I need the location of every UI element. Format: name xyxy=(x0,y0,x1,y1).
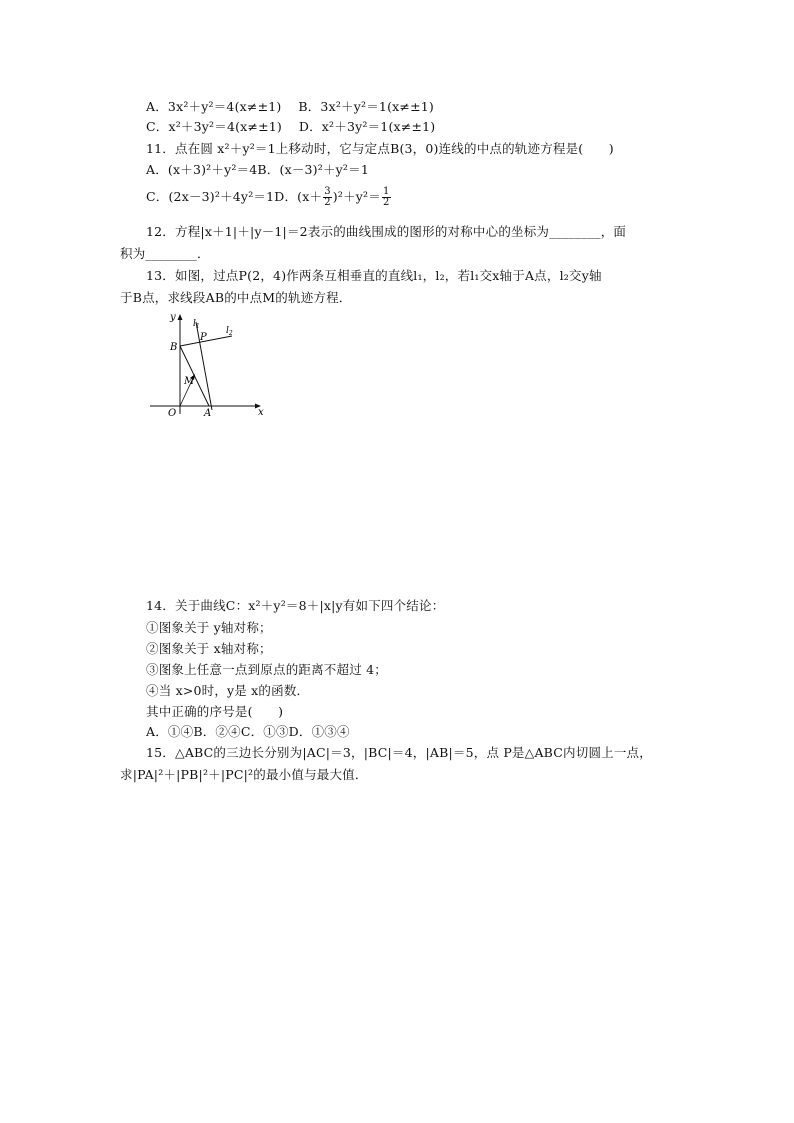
q11-options-ab: A．(x＋3)²＋y²＝4B．(x－3)²＋y²＝1 xyxy=(146,162,369,177)
label-l2-sub: 2 xyxy=(228,330,233,337)
frac-den: 2 xyxy=(382,197,390,208)
label-b: B xyxy=(170,342,178,353)
q11-c-mid: )²＋y²＝ xyxy=(332,189,381,204)
q13-figure xyxy=(148,310,278,420)
label-l1 xyxy=(193,319,200,330)
q14-conclusion-3: ③图象上任意一点到原点的距离不超过 4； xyxy=(146,662,387,677)
label-x: x xyxy=(258,407,264,418)
q13-line2: 于B点，求线段AB的中点M的轨迹方程． xyxy=(120,290,352,305)
label-l2-main: l xyxy=(226,326,229,336)
q14-options: A．①④B．②④C．①③D．①③④ xyxy=(146,724,350,739)
label-l1-main: l xyxy=(193,319,196,329)
label-y: y xyxy=(170,312,176,323)
label-p: P xyxy=(200,332,207,343)
q14-conclusion-4: ④当 x>0时，y是 x的函数． xyxy=(146,683,310,698)
fraction-one-half xyxy=(382,187,391,208)
label-o: O xyxy=(168,408,177,419)
q10-options-cd: C．x²＋3y²＝4(x≠±1) D．x²＋3y²＝1(x≠±1) xyxy=(146,119,436,134)
frac-num: 1 xyxy=(382,186,390,197)
frac-den: 2 xyxy=(324,197,331,208)
q15-line2: 求|PA|²＋|PB|²＋|PC|²的最小值与最大值． xyxy=(120,767,368,782)
q14-stem: 14．关于曲线C：x²＋y²＝8＋|x|y有如下四个结论： xyxy=(146,598,445,613)
q14-conclusion-2: ②图象关于 x轴对称； xyxy=(146,641,272,656)
q12-line1: 12．方程|x＋1|＋|y－1|＝2表示的曲线围成的图形的对称中心的坐标为________，面 xyxy=(146,224,627,239)
q11-stem: 11．点在圆 x²＋y²＝1上移动时，它与定点B(3，0)连线的中点的轨迹方程是( ) xyxy=(146,141,614,156)
q11-options-cd xyxy=(146,187,392,208)
label-l2 xyxy=(226,326,233,337)
label-a: A xyxy=(204,408,212,419)
label-l1-sub: 1 xyxy=(195,323,200,330)
label-m: M xyxy=(184,376,195,387)
frac-num: 3 xyxy=(324,186,331,197)
q14-ask: 其中正确的序号是( ) xyxy=(146,704,284,719)
q10-options-ab: A．3x²＋y²＝4(x≠±1) B．3x²＋y²＝1(x≠±1) xyxy=(146,99,434,114)
q11-c-prefix: C．(2x－3)²＋4y²＝1D．(x＋ xyxy=(146,189,323,204)
q14-conclusion-1: ①图象关于 y轴对称； xyxy=(146,620,272,635)
y-axis-arrow xyxy=(178,314,183,320)
q12-line2: 积为________． xyxy=(120,246,210,261)
q15-line1: 15．△ABC的三边长分别为|AC|＝3，|BC|＝4，|AB|＝5，点 P是△ABC内切圆上一点， xyxy=(146,745,652,760)
fraction-three-halves xyxy=(323,187,332,208)
q13-line1: 13．如图，过点P(2，4)作两条互相垂直的直线l₁，l₂，若l₁交x轴于A点，l₂交y轴 xyxy=(146,268,602,283)
